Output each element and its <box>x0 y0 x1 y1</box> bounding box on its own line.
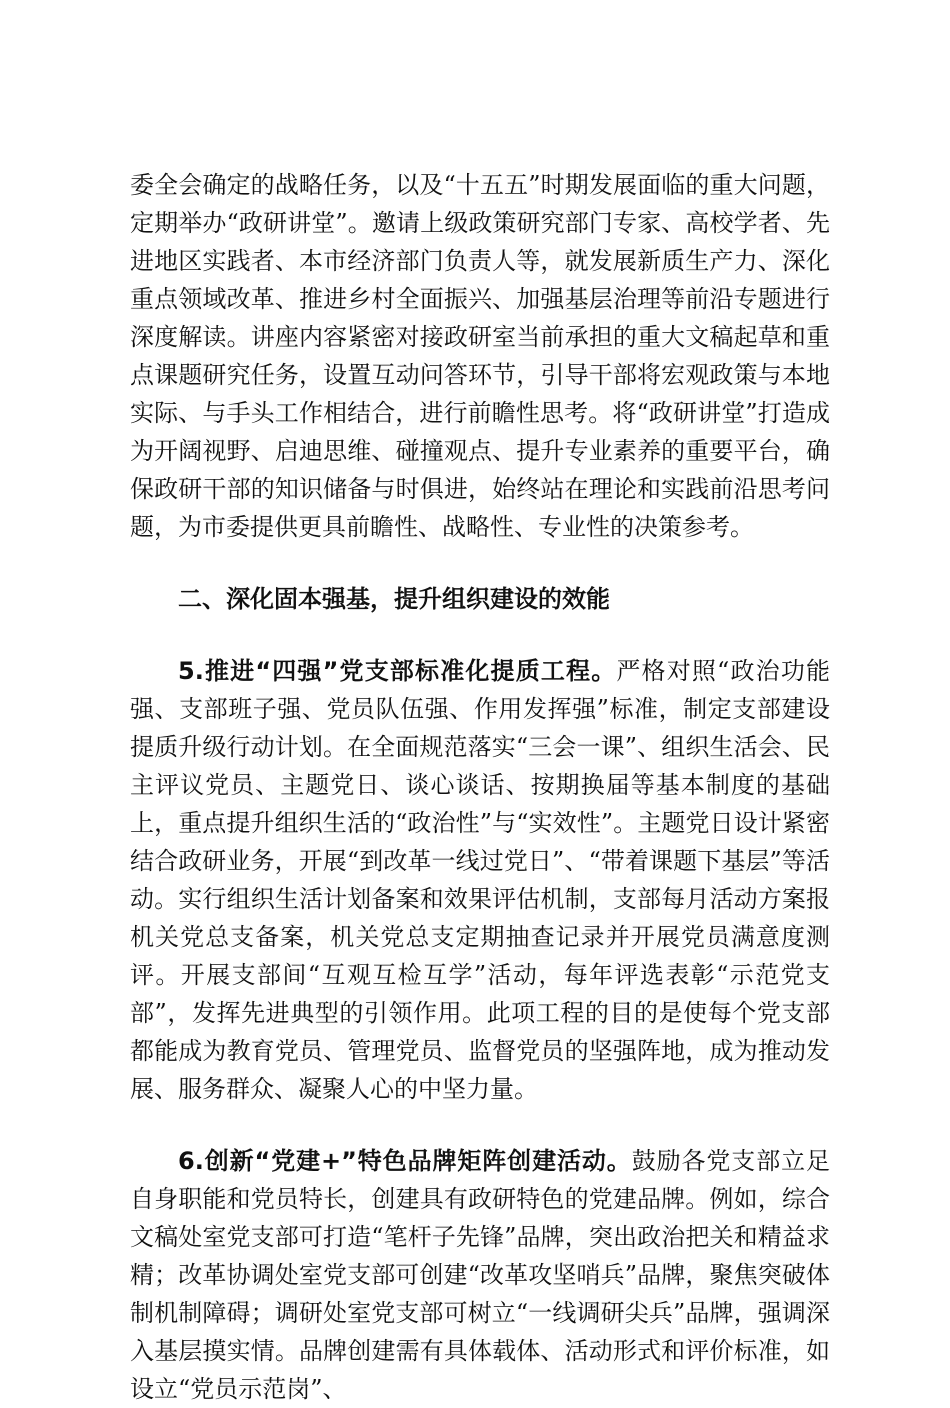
paragraph-gap <box>130 1108 830 1142</box>
item-5-lead: 5.推进“四强”党支部标准化提质工程。 <box>178 657 617 685</box>
section-heading-2: 二、深化固本强基，提升组织建设的效能 <box>178 585 610 613</box>
document-page <box>130 166 830 1408</box>
paragraph-continued: 委全会确定的战略任务，以及“十五五”时期发展面临的重大问题，定期举办“政研讲堂”。邀请上级政策研究部门专家、高校学者、先进地区实践者、本市经济部门负责人等，就发展新质生产力、深化重点领域改革、推进乡村全面振兴、加强基层治理等前沿专题进行深度解读。讲座内容紧密对接政研室当前承担的重大文稿起草和重点课题研究任务，设置互动问答环节，引导干部将宏观政策与本地实际、与手头工作相结合，进行前瞻性思考。将“政研讲堂”打造成为开阔视野、启迪思维、碰撞观点、提升专业素养的重要平台，确保政研干部的知识储备与时俱进，始终站在理论和实践前沿思考问题，为市委提供更具前瞻性、战略性、专业性的决策参考。 <box>130 171 830 541</box>
item-6-lead: 6.创新“党建+”特色品牌矩阵创建活动。 <box>178 1147 632 1175</box>
paragraph-gap <box>130 618 830 652</box>
paragraph-gap <box>130 546 830 580</box>
paragraph-item-6 <box>130 1142 830 1408</box>
item-5-body: 严格对照“政治功能强、支部班子强、党员队伍强、作用发挥强”标准，制定支部建设提质升级行动计划。在全面规范落实“三会一课”、组织生活会、民主评议党员、主题党日、谈心谈话、按期换届等基本制度的基础上，重点提升组织生活的“政治性”与“实效性”。主题党日设计紧密结合政研业务，开展“到改革一线过党日”、“带着课题下基层”等活动。实行组织生活计划备案和效果评估机制，支部每月活动方案报机关党总支备案，机关党总支定期抽查记录并开展党员满意度测评。开展支部间“互观互检互学”活动，每年评选表彰“示范党支部”，发挥先进典型的引领作用。此项工程的目的是使每个党支部都能成为教育党员、管理党员、监督党员的坚强阵地，成为推动发展、服务群众、凝聚人心的中坚力量。 <box>130 657 830 1103</box>
item-6-body: 鼓励各党支部立足自身职能和党员特长，创建具有政研特色的党建品牌。例如，综合文稿处室党支部可打造“笔杆子先锋”品牌，突出政治把关和精益求精；改革协调处室党支部可创建“改革攻坚哨兵”品牌，聚焦突破体制机制障碍；调研处室党支部可树立“一线调研尖兵”品牌，强调深入基层摸实情。品牌创建需有具体载体、活动形式和评价标准，如设立“党员示范岗”、 <box>130 1147 830 1403</box>
paragraph-item-5 <box>130 652 830 1108</box>
